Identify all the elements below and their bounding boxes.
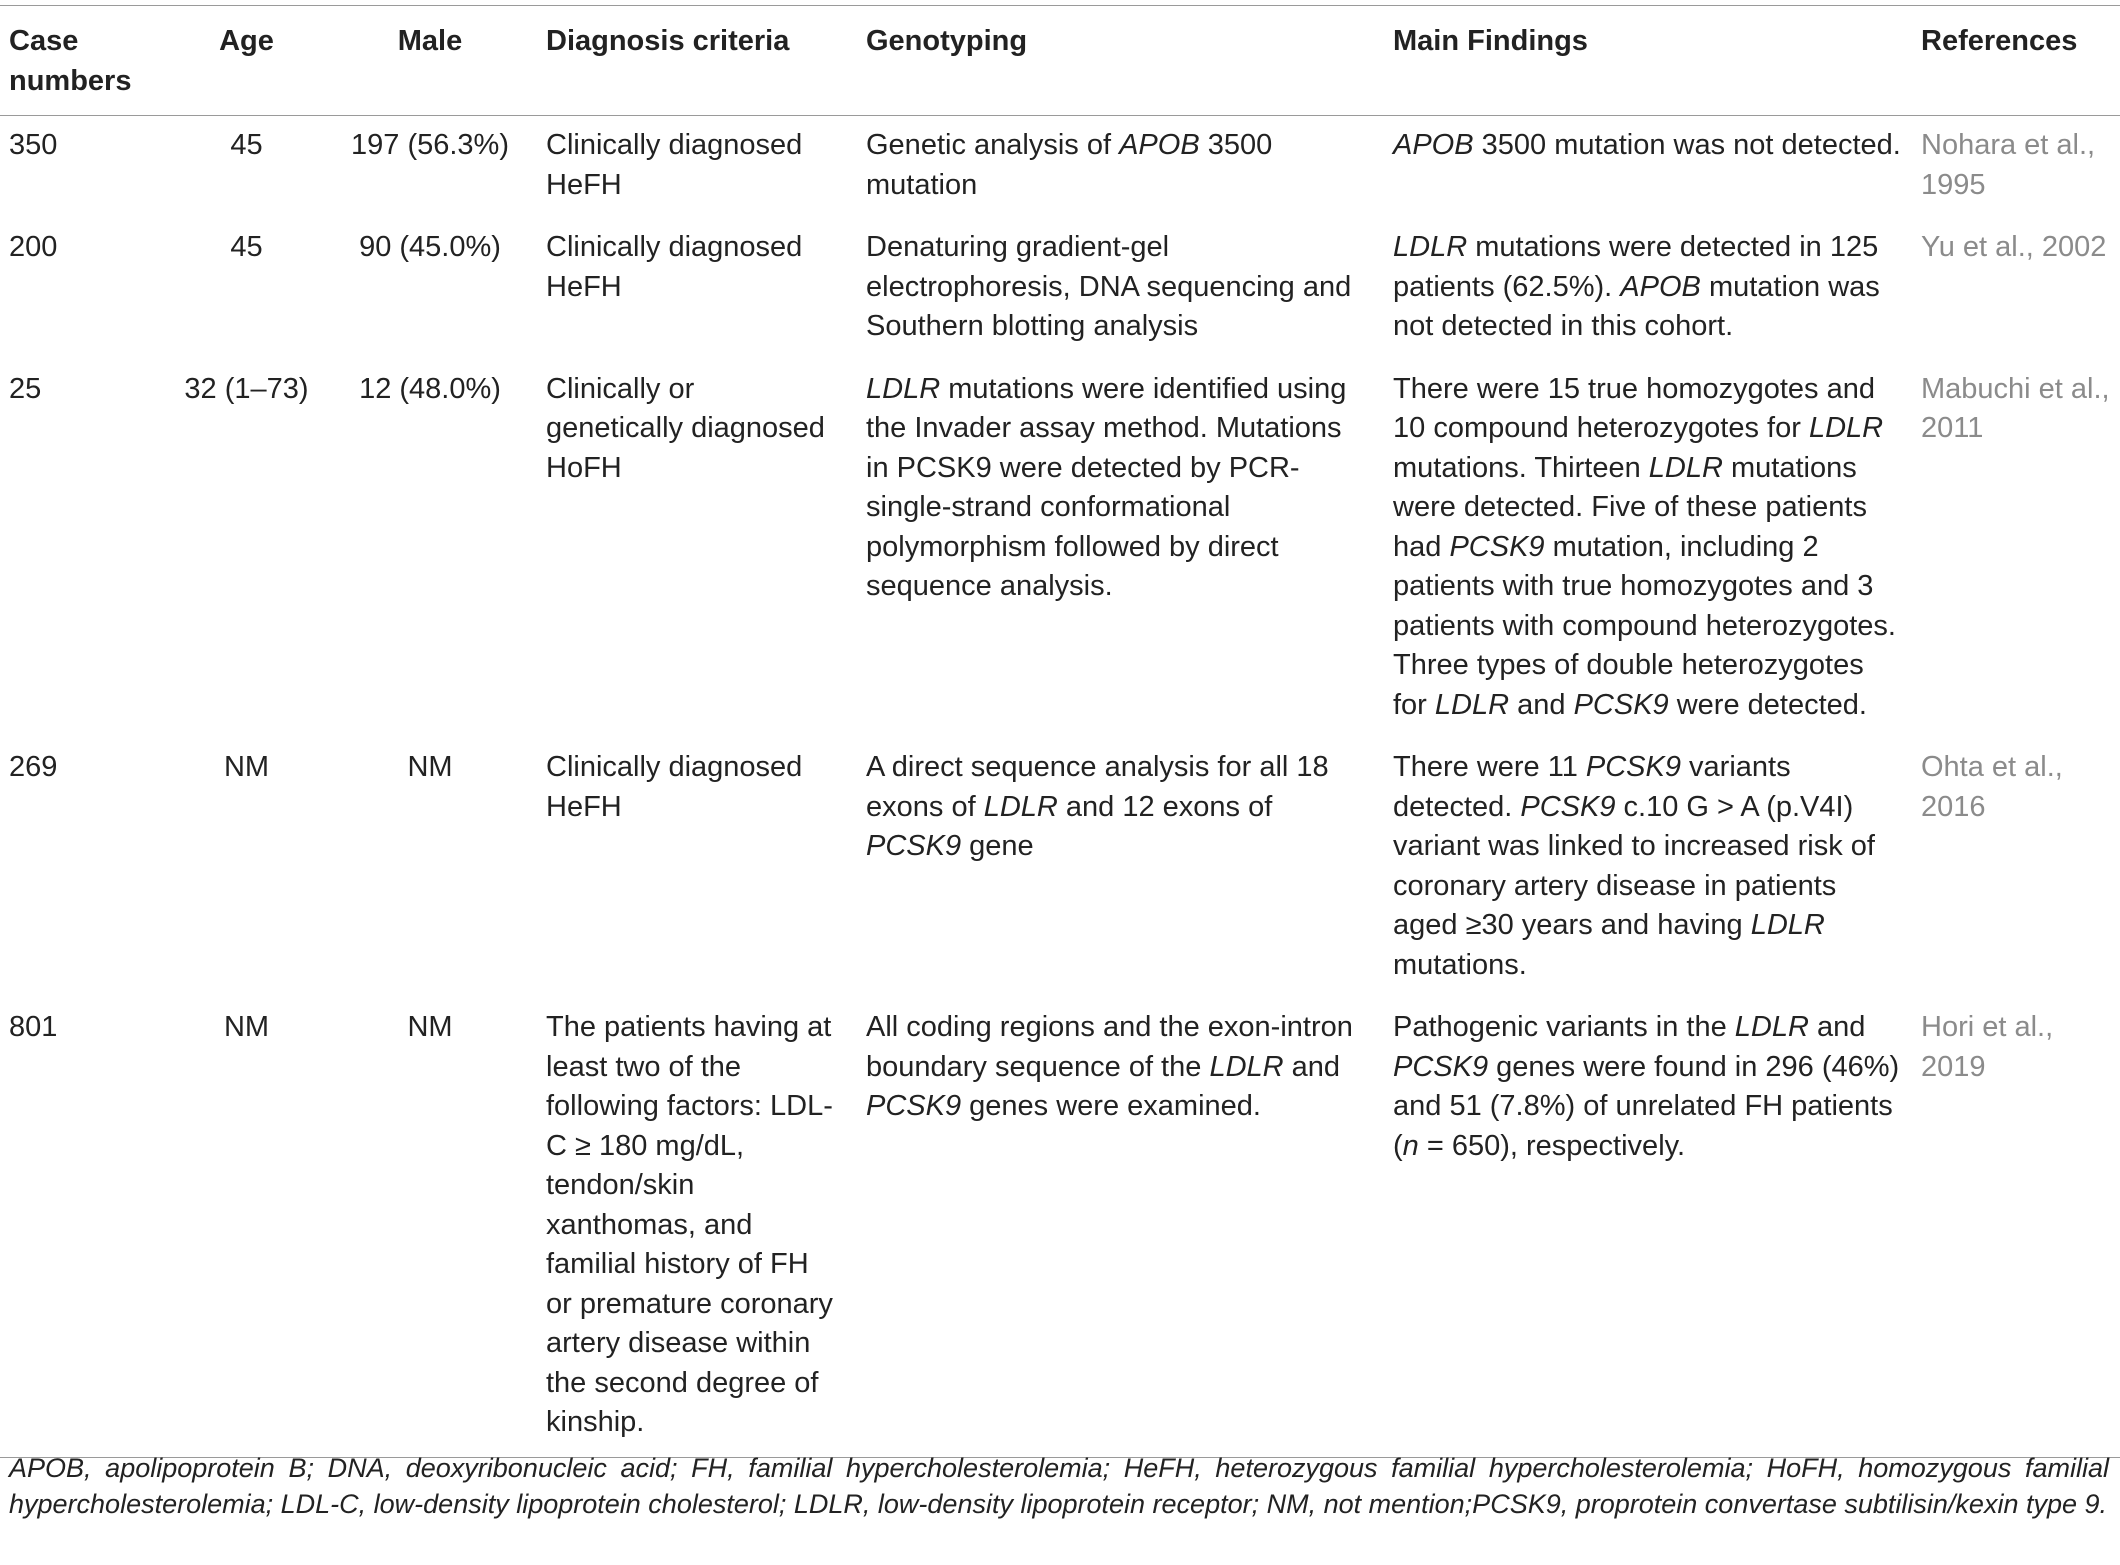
header-male: Male xyxy=(397,25,463,57)
table-row xyxy=(0,998,2120,1457)
findings-segment: LDLR xyxy=(1393,231,1468,263)
genotyping-segment: and xyxy=(1283,1050,1341,1083)
cell-male: 12 (48.0%) xyxy=(359,372,501,405)
cell-age: 45 xyxy=(230,231,263,263)
findings-segment: APOB xyxy=(1620,270,1701,303)
header-row xyxy=(0,6,2120,116)
table-row xyxy=(0,218,2120,360)
cell-age: 45 xyxy=(230,129,263,161)
genotyping-segment: LDLR xyxy=(1209,1050,1284,1083)
genotyping-segment: and 12 exons of xyxy=(1057,790,1273,823)
header-age: Age xyxy=(219,25,274,57)
findings-segment: mutation, including 2 patients with true homozygotes and 3 patients with compound heterozygotes. Three types of double heterozygotes for xyxy=(1393,530,1896,721)
findings-segment: Pathogenic variants in the xyxy=(1393,1011,1735,1043)
header-main-findings: Main Findings xyxy=(1393,25,1588,57)
findings-segment: APOB xyxy=(1393,129,1474,161)
findings-segment: LDLR xyxy=(1734,1011,1809,1043)
table-row xyxy=(0,360,2120,739)
header-diagnosis-criteria: Diagnosis criteria xyxy=(546,25,790,57)
cell-male: NM xyxy=(407,1011,453,1043)
findings-segment: PCSK9 xyxy=(1520,790,1616,823)
findings-segment: PCSK9 xyxy=(1449,530,1545,563)
genotyping-segment: PCSK9 xyxy=(866,1090,962,1122)
cell-case-number: 200 xyxy=(9,231,58,263)
cell-genotyping xyxy=(836,360,1381,739)
findings-segment: mutations were detected. Five of these patients had xyxy=(1393,451,1867,563)
cell-male: NM xyxy=(407,751,453,783)
cell-diagnosis-criteria: Clinically diagnosed HeFH xyxy=(546,129,803,201)
findings-segment: LDLR xyxy=(1434,688,1510,721)
cell-age: NM xyxy=(223,751,270,783)
findings-segment: PCSK9 xyxy=(1573,688,1669,721)
table-row xyxy=(0,738,2120,998)
cell-main-findings xyxy=(1381,360,1921,739)
genotyping-segment: APOB xyxy=(1119,129,1200,161)
cell-case-number: 350 xyxy=(9,129,58,161)
findings-segment: = 650), respectively. xyxy=(1418,1129,1686,1162)
cell-diagnosis-criteria: Clinically or genetically diagnosed HoFH xyxy=(546,372,825,484)
findings-segment: mutations. xyxy=(1393,948,1527,981)
findings-segment: c.10 G > A (p.V4I) variant was linked to increased risk of coronary artery disease in patients aged ≥30 years and having xyxy=(1393,790,1875,941)
cell-main-findings xyxy=(1381,998,1921,1457)
genotyping-segment: gene xyxy=(961,830,1034,862)
genotyping-segment: Denaturing gradient-gel electrophoresis, DNA sequencing and Southern blotting analysis xyxy=(866,231,1352,342)
findings-segment: mutations were detected in 125 patients (62.5%). xyxy=(1393,231,1879,303)
genotyping-segment: PCSK9 xyxy=(866,830,962,862)
genotyping-segment: LDLR xyxy=(983,790,1058,823)
findings-segment: PCSK9 xyxy=(1585,751,1681,783)
cell-reference: Nohara et al., 1995 xyxy=(1921,129,2096,201)
cell-genotyping xyxy=(836,738,1381,998)
findings-segment: genes were found in 296 (46%) and 51 (7.8%) of unrelated FH patients ( xyxy=(1393,1050,1900,1162)
cell-male: 197 (56.3%) xyxy=(351,129,509,161)
findings-segment: and xyxy=(1509,688,1574,721)
findings-segment: PCSK9 xyxy=(1393,1050,1489,1083)
findings-segment: There were 15 true homozygotes and 10 compound heterozygotes for xyxy=(1393,372,1875,444)
findings-segment: were detected. xyxy=(1668,688,1867,721)
cell-case-number: 269 xyxy=(9,751,58,783)
cell-diagnosis-criteria: Clinically diagnosed HeFH xyxy=(546,231,803,303)
genotyping-segment: mutations were identified using the Invader assay method. Mutations in PCSK9 were detected by PCR-single-strand conformational polymorphism followed by direct sequence analysis. xyxy=(866,372,1347,602)
genotyping-segment: 3500 mutation xyxy=(866,129,1273,201)
table-row xyxy=(0,116,2120,219)
cell-case-number: 801 xyxy=(9,1011,58,1043)
cell-reference: Yu et al., 2002 xyxy=(1921,231,2107,263)
studies-table xyxy=(0,5,2120,1458)
genotyping-segment: All coding regions and the exon-intron boundary sequence of the xyxy=(866,1011,1353,1083)
table-footnote: APOB, apolipoprotein B; DNA, deoxyribonucleic acid; FH, familial hypercholesterolemia; HeFH, heterozygous familial hypercholesterolemia; HoFH, homozygous familial hypercholesterolemia; LDL-C, low-density lipoprotein cholesterol; LDLR, low-density lipoprotein receptor; NM, not mention;PCSK9, proprotein convertase subtilisin/kexin type 9. xyxy=(9,1453,2109,1519)
cell-male: 90 (45.0%) xyxy=(359,231,501,263)
cell-genotyping xyxy=(836,998,1381,1457)
cell-reference: Ohta et al., 2016 xyxy=(1921,751,2063,823)
genotyping-segment: Genetic analysis of xyxy=(866,129,1120,161)
cell-genotyping xyxy=(836,116,1381,219)
cell-reference: Mabuchi et al., 2011 xyxy=(1921,372,2110,444)
findings-segment: mutation was not detected in this cohort. xyxy=(1393,270,1880,342)
cell-case-number: 25 xyxy=(9,372,42,405)
cell-age: NM xyxy=(223,1011,270,1043)
cell-main-findings xyxy=(1381,218,1921,360)
header-case-numbers: Case numbers xyxy=(9,25,132,97)
findings-segment: n xyxy=(1402,1129,1419,1162)
table-container xyxy=(0,5,2120,1458)
genotyping-segment: genes were examined. xyxy=(961,1090,1261,1122)
cell-diagnosis-criteria: Clinically diagnosed HeFH xyxy=(546,751,803,823)
cell-diagnosis-criteria: The patients having at least two of the following factors: LDL-C ≥ 180 mg/dL, tendon/skin xanthomas, and familial history of FH or premature coronary artery disease within the second degree of kinship. xyxy=(546,1011,833,1438)
findings-segment: and xyxy=(1808,1011,1866,1043)
cell-main-findings xyxy=(1381,116,1921,219)
cell-main-findings xyxy=(1381,738,1921,998)
genotyping-segment: A direct sequence analysis for all 18 exons of xyxy=(866,751,1329,823)
header-genotyping: Genotyping xyxy=(866,25,1028,57)
findings-segment: variants detected. xyxy=(1393,751,1791,823)
findings-segment: LDLR xyxy=(1648,451,1723,484)
header-references: References xyxy=(1921,25,2078,57)
findings-segment: LDLR xyxy=(1750,909,1825,941)
findings-segment: There were 11 xyxy=(1393,751,1586,783)
findings-segment: mutations. Thirteen xyxy=(1393,451,1649,484)
findings-segment: LDLR xyxy=(1808,412,1884,444)
genotyping-segment: LDLR xyxy=(866,372,941,405)
cell-age: 32 (1–73) xyxy=(184,372,309,405)
cell-reference: Hori et al., 2019 xyxy=(1921,1011,2054,1083)
findings-segment: 3500 mutation was not detected. xyxy=(1473,129,1901,161)
cell-genotyping xyxy=(836,218,1381,360)
